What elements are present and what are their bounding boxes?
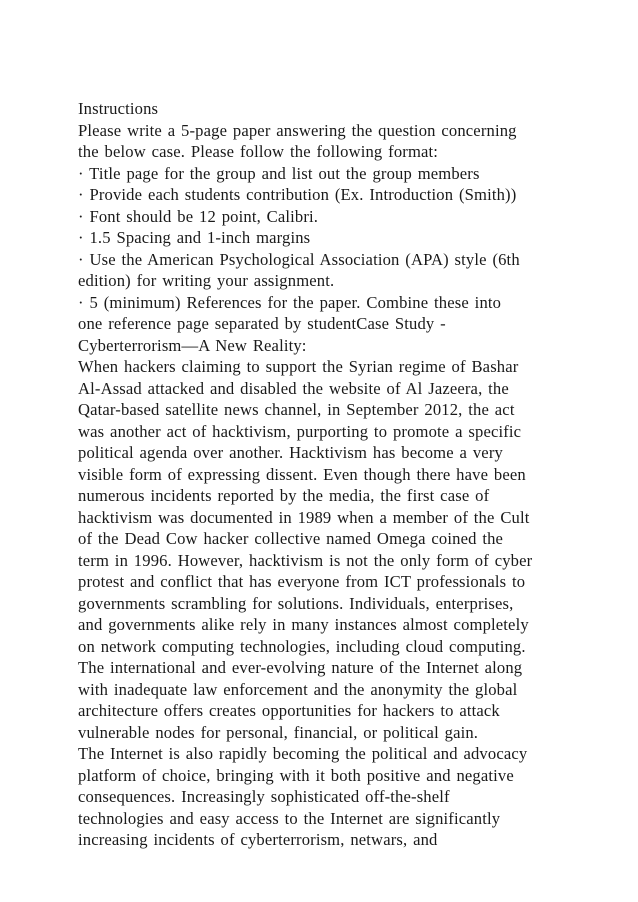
text-line: Please write a 5-page paper answering the question concerning [78,120,517,140]
text-line: and governments alike rely in many instances almost completely [78,615,529,634]
text-line: · Title page for the group and list out the group members [78,163,480,183]
text-line: architecture offers creates opportunities for hackers to attack [78,701,500,720]
document-heading: Instructions [78,99,159,118]
text-line: Cyberterrorism—A New Reality: [78,335,307,355]
text-line: · 5 (minimum) References for the paper. Combine these into [78,292,502,312]
text-line: one reference page separated by studentCase Study - [78,314,446,333]
text-line: of the Dead Cow hacker collective named Omega coined the [78,529,504,548]
text-line: technologies and easy access to the Internet are significantly [78,808,501,828]
text-line: vulnerable nodes for personal, financial, or political gain. [78,722,479,742]
text-line: · 1.5 Spacing and 1-inch margins [78,228,311,247]
text-line: The international and ever-evolving nature of the Internet along [78,658,523,677]
text-line: Al-Assad attacked and disabled the website of Al Jazeera, the [78,378,509,398]
text-line: edition) for writing your assignment. [78,271,335,290]
text-line: The Internet is also rapidly becoming the political and advocacy [78,744,528,763]
text-line: the below case. Please follow the following format: [78,142,439,161]
text-line: with inadequate law enforcement and the anonymity the global [78,679,518,699]
text-line: political agenda over another. Hacktivism has become a very [78,443,503,462]
text-line: term in 1996. However, hacktivism is not the only form of cyber [78,550,533,570]
text-line: platform of choice, bringing with it both positive and negative [78,765,514,785]
text-line: When hackers claiming to support the Syrian regime of Bashar [78,357,519,376]
text-line: increasing incidents of cyberterrorism, netwars, and [78,830,438,849]
text-line: on network computing technologies, including cloud computing. [78,636,526,656]
text-line: · Provide each students contribution (Ex. Introduction (Smith)) [78,185,517,204]
text-line: · Use the American Psychological Association (APA) style (6th [78,249,520,269]
text-line: was another act of hacktivism, purporting to promote a specific [78,421,522,441]
text-line: Qatar-based satellite news channel, in September 2012, the act [78,400,515,419]
text-line: protest and conflict that has everyone from ICT professionals to [78,572,526,591]
text-line: visible form of expressing dissent. Even though there have been [78,464,526,484]
document-body [78,98,618,851]
text-line: · Font should be 12 point, Calibri. [78,206,319,226]
text-line: governments scrambling for solutions. Individuals, enterprises, [78,593,514,613]
text-line: consequences. Increasingly sophisticated off-the-shelf [78,787,450,806]
text-line: numerous incidents reported by the media, the first case of [78,486,490,505]
text-line: hacktivism was documented in 1989 when a member of the Cult [78,507,530,527]
